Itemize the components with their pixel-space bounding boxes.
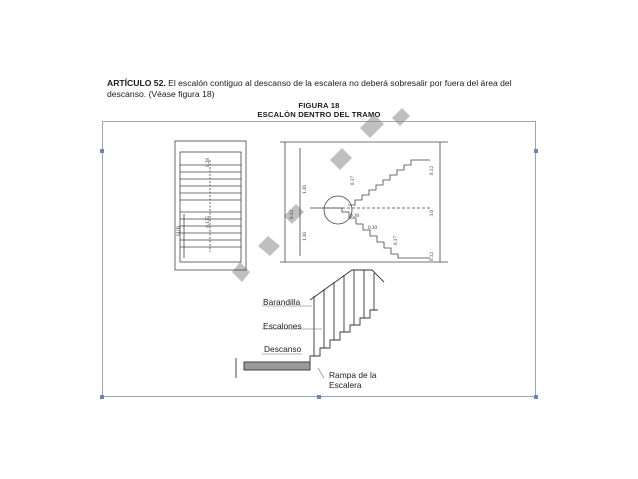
- figure-number: FIGURA 18: [298, 101, 340, 110]
- section-right-mid: 3.6: [429, 210, 435, 217]
- section-tread-a: 0.30: [350, 213, 360, 219]
- label-steps: Escalones: [263, 321, 302, 331]
- label-landing: Descanso: [264, 344, 302, 354]
- label-ramp-line2: Escalera: [329, 380, 362, 390]
- section-riser-b: 0.17: [393, 236, 399, 246]
- section-landing: 0.12: [289, 210, 295, 220]
- section-height-upper: 1.36: [302, 185, 308, 195]
- stair-detail: [236, 270, 384, 378]
- section-right-bottom: 0.12: [429, 252, 435, 262]
- label-railing: Barandilla: [263, 297, 301, 307]
- stair-section: [280, 142, 448, 262]
- plan-annotation-top: 0.28: [205, 158, 211, 168]
- label-ramp-line1: Rampa de la: [329, 370, 377, 380]
- plan-annotation-bottom: 0.135: [205, 216, 211, 228]
- section-height-lower: 1.36: [302, 232, 308, 242]
- article-number: ARTÍCULO 52.: [107, 78, 166, 88]
- section-right-top: 0.12: [429, 166, 435, 176]
- section-tread-b: 0.30: [368, 225, 378, 231]
- figure-title: ESCALÓN DENTRO DEL TRAMO: [257, 110, 381, 119]
- section-riser-a: 0.17: [350, 176, 356, 186]
- article-text: El escalón contiguo al descanso de la escalera no deberá sobresalir por fuera del área del descanso. (Véase figura 18): [107, 78, 512, 99]
- plan-annotation-side: SUB: [176, 226, 182, 237]
- watermark: [232, 108, 410, 282]
